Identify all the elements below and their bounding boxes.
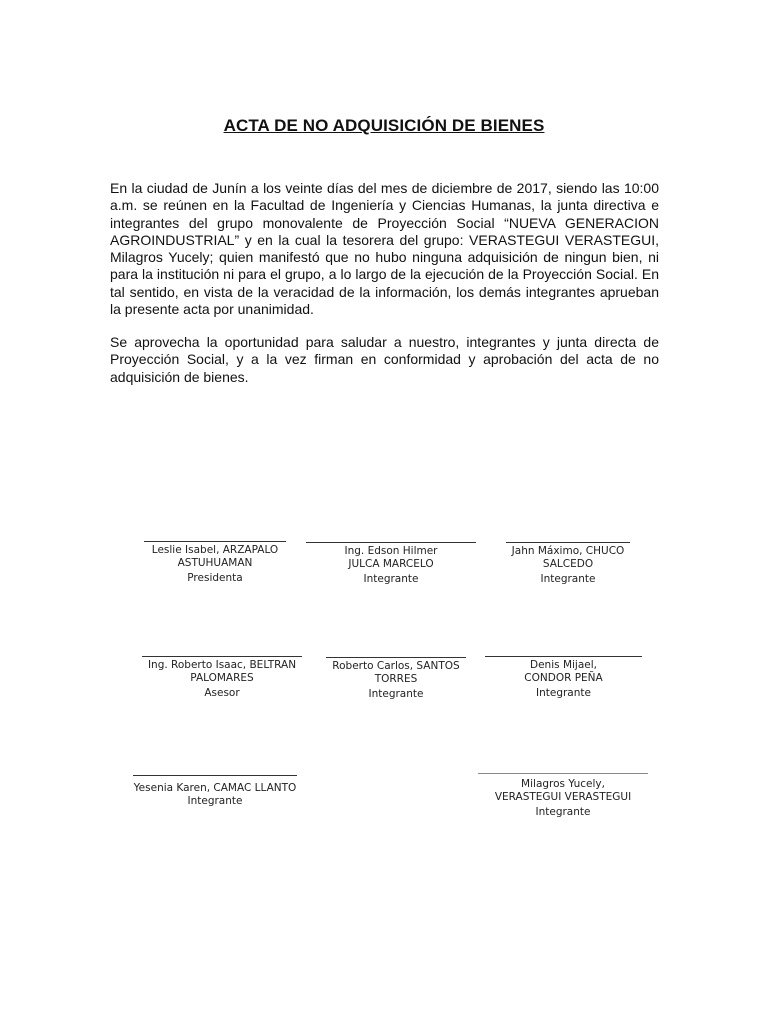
signer-name: Roberto Carlos, SANTOS TORRES — [332, 660, 460, 685]
signer-name: Yesenia Karen, CAMAC LLANTO — [133, 782, 297, 794]
signature-line — [506, 542, 630, 543]
signature-block-3 — [506, 542, 630, 586]
signature-block-4 — [142, 656, 302, 700]
signer-name: Jahn Máximo, CHUCO SALCEDO — [511, 545, 625, 570]
signature-block-7 — [133, 775, 297, 808]
signer-role: Integrante — [368, 688, 424, 700]
signer-role: Integrante — [540, 573, 596, 585]
signature-line — [306, 542, 476, 543]
signer-role: Asesor — [204, 687, 240, 699]
signature-line — [133, 775, 297, 776]
signature-line — [144, 541, 286, 542]
signature-line — [485, 656, 642, 657]
signature-line — [326, 657, 466, 658]
signer-role: Integrante — [363, 573, 419, 585]
signer-role: Integrante — [187, 795, 243, 807]
document-title: ACTA DE NO ADQUISICIÓN DE BIENES — [223, 116, 545, 135]
signature-block-6 — [485, 656, 642, 700]
signature-block-8 — [478, 773, 648, 819]
signer-name: Leslie Isabel, ARZAPALO ASTUHUAMAN — [151, 544, 279, 569]
signer-name: Ing. Roberto Isaac, BELTRAN PALOMARES — [147, 659, 297, 684]
signature-block-1 — [144, 541, 286, 585]
signer-name: Milagros Yucely, VERASTEGUI VERASTEGUI — [494, 778, 632, 803]
signer-role: Presidenta — [187, 572, 243, 584]
signature-block-5 — [326, 657, 466, 701]
signer-name: Ing. Edson Hilmer JULCA MARCELO — [344, 545, 438, 570]
signature-line — [478, 773, 648, 774]
paragraph-2: Se aprovecha la oportunidad para saludar a nuestro, integrantes y junta directa de Proyección Social, y a la vez firman en conformidad y aprobación del acta de no adquisición de bienes. — [110, 334, 659, 385]
signature-line — [142, 656, 302, 657]
paragraph-1: En la ciudad de Junín a los veinte días del mes de diciembre de 2017, siendo las 10:00 a.m. se reúnen en la Facultad de Ingeniería y Ciencias Humanas, la junta directiva e integrantes del grupo monovalente de Proyección Social “NUEVA GENERACION AGROINDUSTRIAL” y en la cual la tesorera del grupo: VERASTEGUI VERASTEGUI, Milagros Yucely; quien manifestó que no hubo ninguna adquisición de ningun bien, ni para la institución ni para el grupo, a lo largo de la ejecución de la Proyección Social. En tal sentido, en vista de la veracidad de la información, los demás integrantes aprueban la presente acta por unanimidad. — [110, 180, 659, 318]
signer-role: Integrante — [535, 806, 591, 818]
signature-block-2 — [306, 542, 476, 586]
signer-name: Denis Mijael, CONDOR PEÑA — [524, 659, 603, 684]
signer-role: Integrante — [536, 687, 591, 699]
